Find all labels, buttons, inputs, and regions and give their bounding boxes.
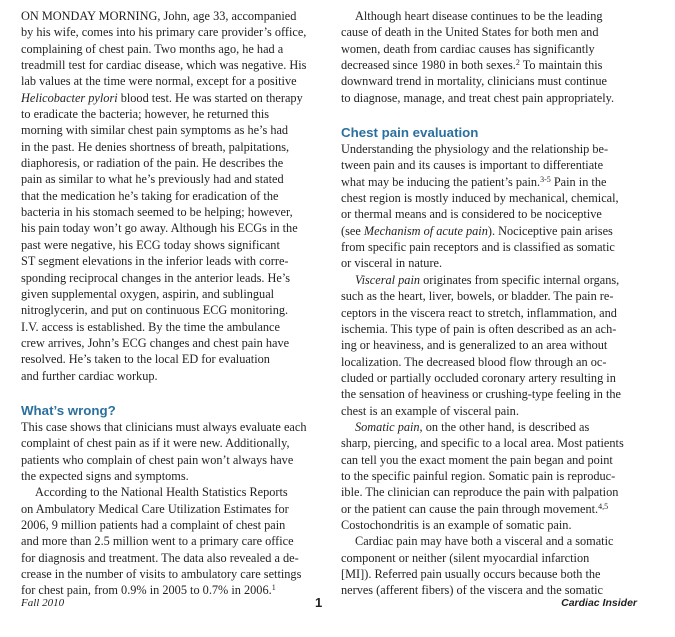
reference-1: 1 bbox=[271, 583, 276, 593]
section-heading-whats-wrong: What’s wrong? bbox=[21, 402, 116, 418]
whats-wrong-paragraph-2: According to the National Health Statistics Reports on Ambulatory Medical Care Utilization Estimates for 2006, 9 million patients had a complaint of chest pain and more than 2.5 million went to a primary care office for diagnosis and treatment. The data also revealed a de- crease in the number of visits to ambulatory care settings for chest pain, from 0.9% in 2005 to 0.7% in 2006.$^1$ bbox=[21, 485, 302, 598]
page-number: 1 bbox=[315, 595, 323, 610]
evaluation-paragraph-1: Understanding the physiology and the relationship be- tween pain and its causes is important to differentiate what may be inducing the patient’s pain.$^{3-5}$ Pain in the chest region is mostly induced by mechanical, chemical, or thermal means and is considered to be nociceptive (see Mechanism of acute pain). Nociceptive pain arises from specific pain receptors and is classified as somatic or visceral in nature. bbox=[341, 142, 619, 271]
reference-4-5: 4,5 bbox=[598, 501, 609, 511]
intro-paragraph: ON MONDAY MORNING, John, age 33, accompanied by his wife, comes into his primary care provider’s office, complaining of chest pain. Two months ago, he had a treadmill test for cardiac disease, which was negative. His lab values at the time were normal, except for a positive Helicobacter pylori blood test. He was started on therapy to eradicate the bacteria; however, he returned this morning with similar chest pain symptoms as he’s had in the past. He denies shortness of breath, palpitations, diaphoresis, or radiation of the pain. He describes the pain as similar to what he’s previously had and stated that the medication he’s taking for eradication of the bacteria in his stomach seemed to be helping; however, his pain today won’t go away. Although his ECGs in the past were negative, his ECG today shows significant ST segment elevations in the inferior leads with corre- sponding reciprocal changes in the anterior leads. He’s given supplemental oxygen, aspirin, and sublingual nitroglycerin, and put on continuous ECG monitoring. I.V. access is established. By the time the ambulance crew arrives, John’s ECG changes and chest pain have resolved. He’s taken to the local ED for evaluation and further cardiac workup. bbox=[21, 9, 307, 383]
footer-date: Fall 2010 bbox=[21, 597, 65, 609]
whats-wrong-paragraph-1: This case shows that clinicians must always evaluate each complaint of chest pain as if it were new. Additionally, patients who complain of chest pain won’t always have the expected signs and symptoms. bbox=[21, 419, 307, 483]
somatic-pain-paragraph: Somatic pain, on the other hand, is described as sharp, piercing, and specific to a local area. Most patients can tell you the exact moment the pain began and point to the specific painful region. Somatic pain is reproduc- ible. The clinician can reproduce the pain with palpation or the patient can cause the pain through movement.$^{4,5}$ Costochondritis is an example of somatic pain. bbox=[341, 419, 624, 532]
organism-name: Helicobacter pylori bbox=[21, 90, 118, 105]
right-column bbox=[341, 8, 633, 599]
cardiac-pain-paragraph: Cardiac pain may have both a visceral and a somatic component or neither (silent myocardial infarction [MI]). Referred pain usually occurs because both the nerves (afferent fibers) of the viscera and the somatic bbox=[341, 534, 614, 598]
term-visceral-pain: Visceral pain bbox=[355, 272, 421, 287]
reference-3-5: 3-5 bbox=[540, 174, 551, 184]
visceral-pain-paragraph: Visceral pain originates from specific internal organs, such as the heart, liver, bowels, or bladder. The pain re- ceptors in the viscera react to stretch, inflammation, and ischemia. This type of pain is often described as an ach- ing or heaviness, and is generalized to an area without localization. The decreased blood flow through an oc- cluded or partially occluded coronary artery resulting in the sensation of heaviness or crushing-type feeling in the chest is an example of visceral pain. bbox=[341, 272, 622, 418]
term-somatic-pain: Somatic pain, bbox=[355, 419, 423, 434]
left-column bbox=[21, 8, 321, 599]
publication-name: Cardiac Insider bbox=[561, 597, 637, 609]
section-heading-chest-pain-evaluation: Chest pain evaluation bbox=[341, 125, 479, 141]
intro-right-paragraph: Although heart disease continues to be the leading cause of death in the United States for both men and women, death from cardiac causes has significantly decreased since 1980 in both sexes.$^2$ To maintain this downward trend in mortality, clinicians must continue to diagnose, manage, and treat chest pain appropriately. bbox=[341, 9, 615, 105]
sidebar-reference: Mechanism of acute pain bbox=[363, 223, 488, 238]
reference-2: 2 bbox=[515, 58, 520, 68]
